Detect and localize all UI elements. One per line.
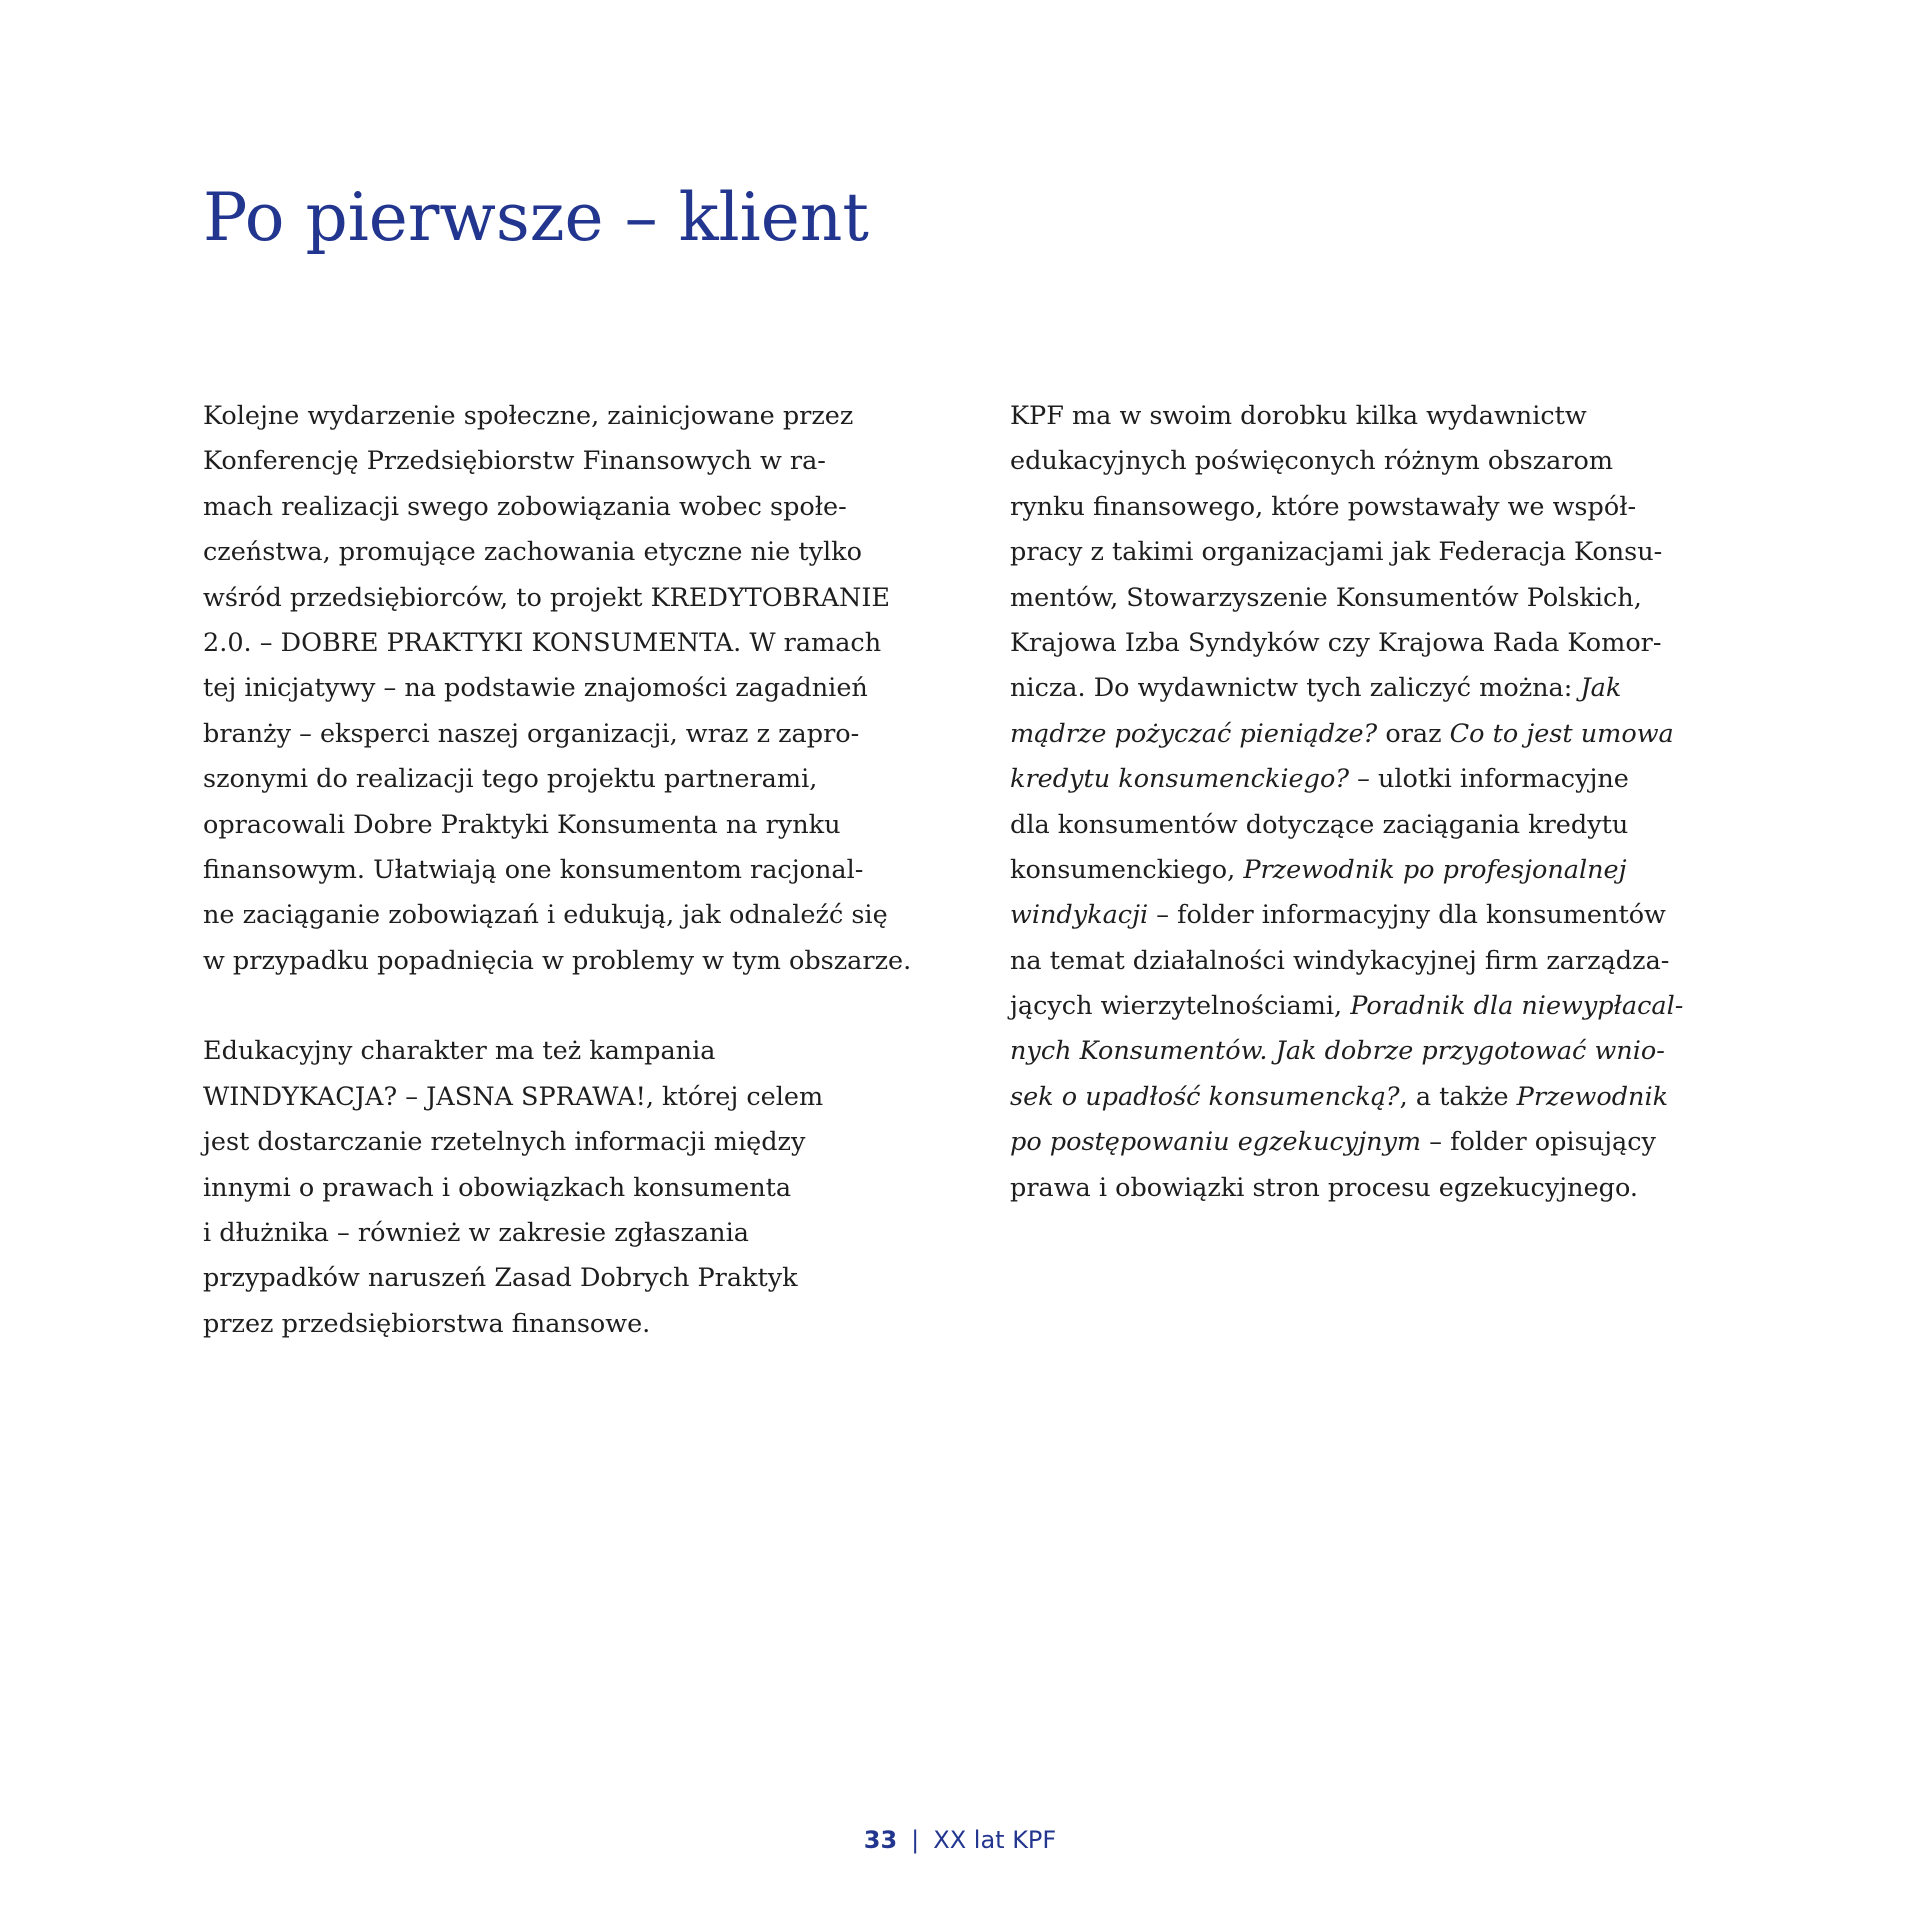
text-line: szonymi do realizacji tego projektu partnerami, (203, 764, 818, 795)
text-run: – ulotki informacyjne (1349, 764, 1629, 795)
text-line: finansowym. Ułatwiają one konsumentom racjonal- (203, 854, 864, 885)
publication-title: windykacji (1010, 900, 1149, 931)
text-line: branży – eksperci naszej organizacji, wraz z zapro- (203, 718, 860, 749)
publication-title: mądrze pożyczać pieniądze? (1010, 718, 1378, 749)
left-column (203, 394, 943, 1347)
right-column (1010, 394, 1750, 1211)
publication-title: Jak (1580, 673, 1622, 704)
text-line: przypadków naruszeń Zasad Dobrych Praktyk (203, 1263, 798, 1294)
text-line: ne zaciąganie zobowiązań i edukują, jak odnaleźć się (203, 900, 888, 931)
text-line (1010, 485, 1750, 530)
text-line: Kolejne wydarzenie społeczne, zainicjowane przez (203, 401, 854, 431)
publication-title: Poradnik dla niewypłacal- (1350, 991, 1684, 1022)
text-run: Krajowa Izba Syndyków czy Krajowa Rada Komor- (1010, 627, 1662, 658)
text-line (1010, 757, 1750, 802)
text-line: Edukacyjny charakter ma też kampania (203, 1036, 716, 1067)
text-line (1010, 984, 1750, 1029)
text-line (1010, 1120, 1750, 1165)
text-run: pracy z takimi organizacjami jak Federacja Konsu- (1010, 537, 1663, 568)
text-line (1010, 1075, 1750, 1120)
text-run: mentów, Stowarzyszenie Konsumentów Polskich, (1010, 582, 1642, 613)
page-footer (0, 1824, 1920, 1856)
text-line: wśród przedsiębiorców, to projekt KREDYTOBRANIE (203, 582, 891, 613)
text-line: 2.0. – DOBRE PRAKTYKI KONSUMENTA. W ramach (203, 627, 882, 658)
footer-separator: | (911, 1826, 920, 1854)
text-line (1010, 712, 1750, 757)
text-line: i dłużnika – również w zakresie zgłaszania (203, 1218, 749, 1249)
text-line (1010, 530, 1750, 575)
text-line: WINDYKACJA? – JASNA SPRAWA!, której celem (203, 1081, 824, 1112)
paragraph (203, 394, 943, 984)
publication-title: po postępowaniu egzekucyjnym (1010, 1127, 1422, 1158)
page-number: 33 (863, 1826, 898, 1854)
text-run: konsumenckiego, (1010, 854, 1244, 885)
text-run: KPF ma w swoim dorobku kilka wydawnictw (1010, 401, 1587, 431)
text-run: rynku finansowego, które powstawały we współ- (1010, 491, 1637, 522)
page-title: Po pierwsze – klient (203, 179, 869, 256)
publication-title: sek o upadłość konsumencką? (1010, 1081, 1400, 1112)
text-run: na temat działalności windykacyjnej firm zarządza- (1010, 945, 1670, 976)
publication-name: XX lat KPF (933, 1826, 1057, 1854)
text-line: czeństwa, promujące zachowania etyczne nie tylko (203, 537, 862, 568)
text-run: dla konsumentów dotyczące zaciągania kredytu (1010, 809, 1629, 840)
publication-title: Co to jest umowa (1449, 718, 1674, 749)
publication-title: nych Konsumentów. Jak dobrze przygotować wnio- (1010, 1036, 1665, 1067)
text-run: nicza. Do wydawnictw tych zaliczyć można: (1010, 673, 1581, 704)
text-line (1010, 893, 1750, 938)
text-line: jest dostarczanie rzetelnych informacji między (203, 1127, 806, 1158)
text-line (1010, 848, 1750, 893)
text-line (1010, 394, 1750, 439)
text-run: jących wierzytelnościami, (1010, 991, 1351, 1022)
text-line (1010, 621, 1750, 666)
text-run: prawa i obowiązki stron procesu egzekucyjnego. (1010, 1172, 1638, 1203)
text-run: – folder informacyjny dla konsumentów (1148, 900, 1666, 931)
publication-title: Przewodnik (1516, 1081, 1669, 1112)
paragraph (203, 1029, 943, 1347)
publication-title: Przewodnik po profesjonalnej (1243, 854, 1627, 885)
text-line (1010, 666, 1750, 711)
publication-title: kredytu konsumenckiego? (1010, 764, 1349, 795)
paragraph (1010, 394, 1750, 1211)
text-line: mach realizacji swego zobowiązania wobec społe- (203, 491, 847, 522)
text-run: edukacyjnych poświęconych różnym obszarom (1010, 446, 1614, 477)
text-line: przez przedsiębiorstwa finansowe. (203, 1308, 651, 1339)
text-line (1010, 439, 1750, 484)
text-line (1010, 1166, 1750, 1211)
text-line: Konferencję Przedsiębiorstw Finansowych w ra- (203, 446, 826, 477)
paragraph-spacer (203, 984, 943, 1029)
text-line: opracowali Dobre Praktyki Konsumenta na rynku (203, 809, 841, 840)
text-line (1010, 576, 1750, 621)
text-run: oraz (1377, 718, 1450, 749)
text-line: tej inicjatywy – na podstawie znajomości zagadnień (203, 673, 868, 704)
text-line (1010, 939, 1750, 984)
text-run: , a także (1399, 1081, 1517, 1112)
text-line: innymi o prawach i obowiązkach konsumenta (203, 1172, 792, 1203)
text-line (1010, 1029, 1750, 1074)
text-run: – folder opisujący (1421, 1127, 1656, 1158)
text-line: w przypadku popadnięcia w problemy w tym obszarze. (203, 945, 912, 976)
text-line (1010, 803, 1750, 848)
